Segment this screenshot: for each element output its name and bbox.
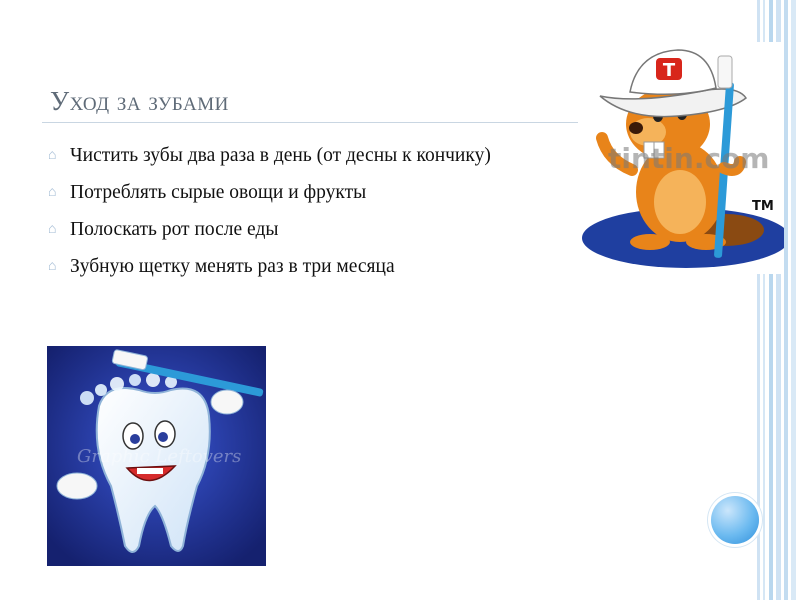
bullet-text: Потреблять сырые овощи и фрукты: [70, 182, 367, 203]
bullet-text: Полоскать рот после еды: [70, 219, 279, 240]
bullet-text: Зубную щетку менять раз в три месяца: [70, 256, 395, 277]
smiling-tooth-image: [47, 346, 266, 566]
bullet-list: [48, 137, 588, 285]
beaver-mascot-image: [578, 42, 784, 274]
bullet-arrow-icon: ⌂: [48, 259, 57, 274]
decor-circle: [711, 496, 759, 544]
bullet-arrow-icon: ⌂: [48, 185, 57, 200]
decor-stripe: [791, 0, 796, 600]
hat-letter: T: [662, 60, 676, 81]
bullet-item: [48, 137, 588, 174]
beaver-watermark: tintin.com: [608, 142, 770, 175]
slide-title: Уход за зубами: [50, 86, 229, 116]
decor-stripe: [784, 0, 788, 600]
tooth-watermark: Graphic Leftovers: [77, 446, 242, 467]
bullet-arrow-icon: ⌂: [48, 148, 57, 163]
bullet-item: [48, 248, 588, 285]
bullet-text: Чистить зубы два раза в день (от десны к кончику): [70, 145, 491, 166]
trademark-label: TM: [752, 199, 774, 214]
bullet-item: [48, 211, 588, 248]
bullet-item: [48, 174, 588, 211]
bullet-arrow-icon: ⌂: [48, 222, 57, 237]
